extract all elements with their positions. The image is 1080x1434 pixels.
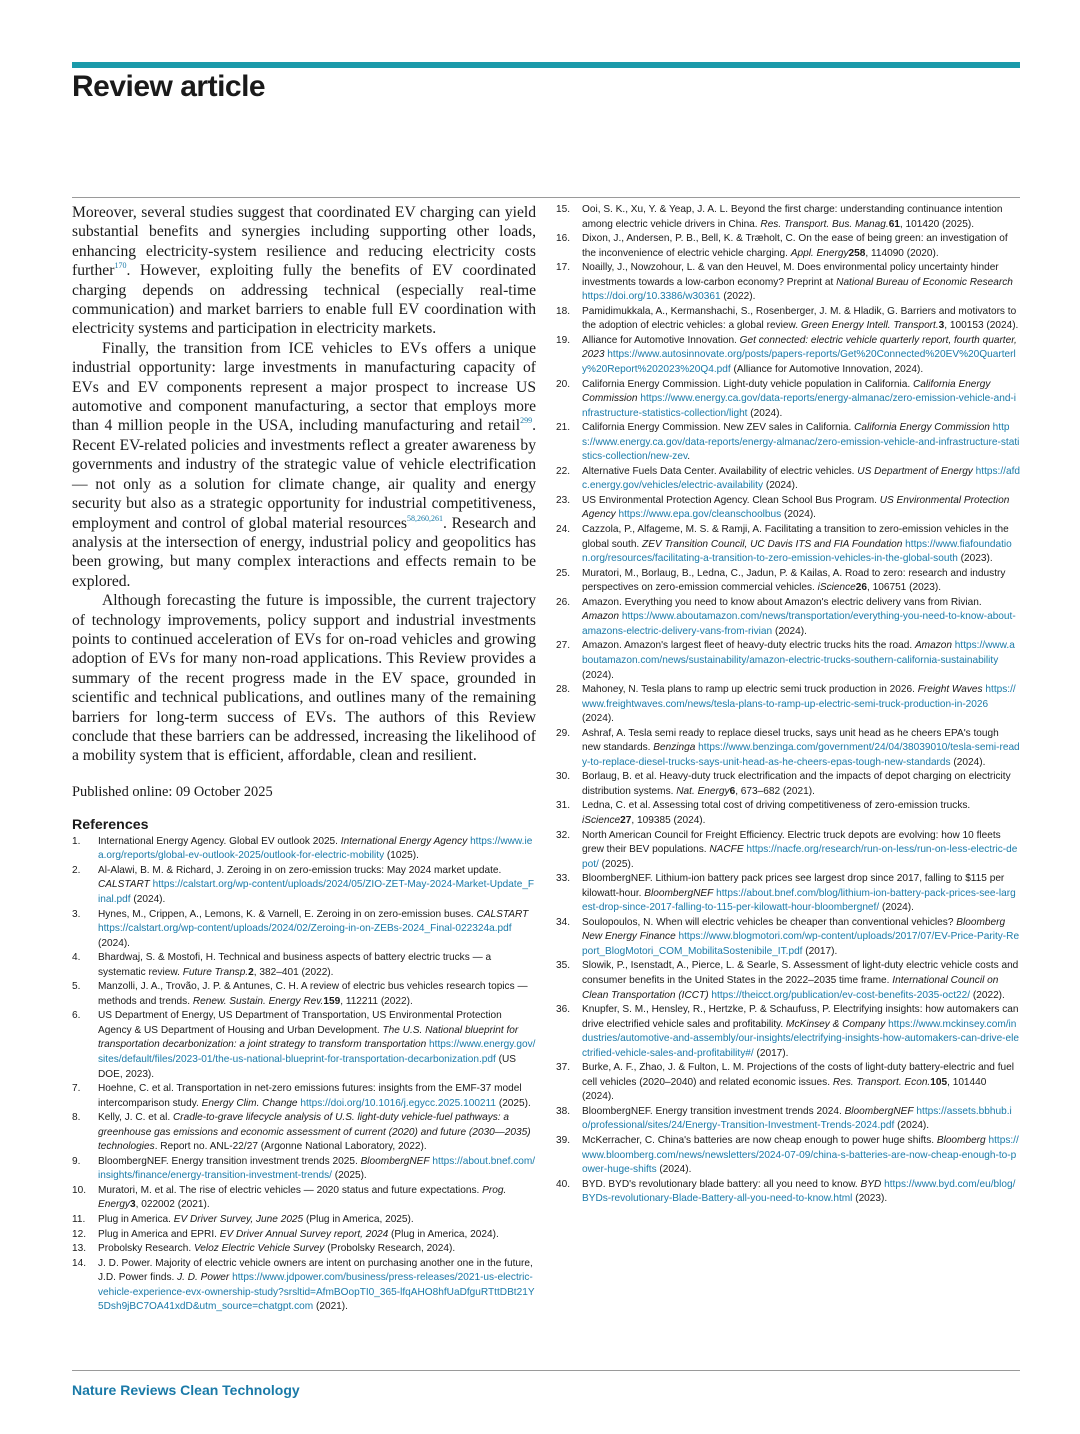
- reference-segment: , 101420 (2025).: [899, 218, 974, 230]
- reference-source: NACFE: [709, 844, 744, 856]
- reference-source: iScience: [817, 582, 856, 594]
- reference-item: [556, 494, 1020, 523]
- reference-source: EV Driver Survey, June 2025: [173, 1214, 304, 1225]
- reference-segment: US Environmental Protection Agency. Clean School Bus Program.: [582, 494, 880, 506]
- header-divider: [72, 197, 1020, 198]
- reference-segment: BloombergNEF. Energy transition investment trends 2024.: [582, 1105, 845, 1117]
- reference-url-link[interactable]: https://about.bnef.com/insights/finance/energy-transition-investment-trends/: [98, 1155, 536, 1182]
- reference-number: 29.: [556, 727, 571, 739]
- reference-segment: Soulopoulos, N. When will electric vehicles be cheaper than conventional vehicles?: [582, 916, 957, 928]
- reference-segment: BYD. BYD's revolutionary blade battery: all you need to know.: [582, 1178, 861, 1190]
- reference-item: [556, 829, 1020, 873]
- reference-segment: , 109385 (2024).: [631, 814, 706, 826]
- reference-item: [556, 596, 1020, 640]
- reference-item: [72, 1184, 536, 1213]
- reference-text: [582, 465, 1020, 494]
- reference-item: [556, 203, 1020, 232]
- reference-number: 38.: [556, 1105, 571, 1117]
- reference-number: 13.: [72, 1243, 87, 1255]
- page-header-title: Review article: [72, 70, 266, 103]
- reference-url-link[interactable]: https://calstart.org/wp-content/uploads/2024/02/Zeroing-in-on-ZEBs-2024_Final-022324a.pdf: [98, 923, 512, 935]
- reference-segment: Amazon. Everything you need to know about Amazon's electric delivery vans from Rivian.: [582, 596, 982, 608]
- reference-segment: , 022002 (2021).: [135, 1199, 210, 1211]
- reference-text: [582, 1105, 1020, 1134]
- reference-source: BloombergNEF: [644, 887, 714, 899]
- reference-text: [98, 1213, 536, 1228]
- reference-source: Appl. Energy: [790, 247, 849, 259]
- reference-number: 15.: [556, 204, 571, 215]
- reference-source: J. D. Power: [177, 1272, 230, 1284]
- reference-segment: International Energy Agency. Global EV outlook 2025.: [98, 835, 341, 847]
- reference-url-link[interactable]: https://www.fiafoundation.org/resources/facilitating-a-transition-to-zero-emission-vehicles-in-the-global-south: [582, 538, 1012, 565]
- reference-url-link[interactable]: https://www.energy.ca.gov/data-reports/energy-almanac/zero-emission-vehicle-and-infrastructure-statistics-collection/new-zev: [582, 422, 1020, 463]
- right-column: [556, 203, 1020, 1207]
- reference-item: [72, 864, 536, 908]
- reference-item: [556, 378, 1020, 422]
- reference-item: [556, 770, 1020, 799]
- reference-list-left: [72, 835, 536, 1315]
- reference-segment: (Plug in America, 2024).: [388, 1228, 499, 1240]
- reference-source: The U.S. National blueprint for transportation decarbonization: a joint strategy to transform transportation: [98, 1024, 519, 1051]
- citation-link[interactable]: 170: [114, 261, 127, 271]
- reference-segment: (Probolsky Research, 2024).: [324, 1243, 456, 1255]
- reference-url-link[interactable]: https://www.byd.com/eu/blog/BYDs-revolutionary-Blade-Battery-all-you-need-to-know.html: [582, 1178, 1016, 1205]
- reference-number: 33.: [556, 873, 571, 885]
- reference-source: Energy Clim. Change: [201, 1097, 298, 1109]
- reference-source: BloombergNEF: [844, 1105, 914, 1117]
- reference-url-link[interactable]: https://theicct.org/publication/ev-cost-benefits-2035-oct22/: [711, 989, 971, 1001]
- reference-text: [582, 567, 1020, 596]
- reference-text: [98, 1184, 536, 1213]
- reference-source: McKinsey & Company: [786, 1018, 886, 1030]
- reference-text: [582, 261, 1020, 305]
- reference-source: Future Transp.: [182, 966, 249, 978]
- reference-url-link[interactable]: https://www.iea.org/reports/global-ev-outlook-2025/outlook-for-electric-mobility: [98, 835, 533, 862]
- reference-source: Bloomberg New Energy Finance: [582, 916, 1006, 943]
- reference-segment: BloombergNEF. Lithium-ion battery pack prices see largest drop since 2017, falling to $115 per kilowatt-hour.: [582, 873, 1005, 899]
- reference-source: Prog. Energy: [98, 1184, 507, 1211]
- reference-segment: Alliance for Automotive Innovation.: [582, 334, 740, 346]
- reference-segment: Slowik, P., Isenstadt, A., Pierce, L. & Searle, S. Assessment of light-duty electric vehicle costs and consumer benefits in the United States in the 2022–2035 time frame.: [582, 960, 1019, 986]
- reference-text: [582, 959, 1020, 1003]
- reference-number: 28.: [556, 684, 571, 696]
- reference-text: [582, 872, 1020, 916]
- reference-volume: 105: [930, 1076, 948, 1088]
- reference-text: [582, 829, 1020, 873]
- reference-list-right: [556, 203, 1020, 1207]
- reference-text: [582, 421, 1020, 465]
- reference-item: [556, 916, 1020, 960]
- reference-source: Get connected: electric vehicle quarterly report, fourth quarter, 2023: [582, 334, 1017, 361]
- reference-segment: (2025).: [496, 1097, 531, 1109]
- reference-segment: Hoehne, C. et al. Transportation in net-zero emissions futures: insights from the EMF-37 model intercomparison study.: [98, 1083, 522, 1109]
- reference-source: Bloomberg: [936, 1135, 986, 1146]
- reference-item: [556, 261, 1020, 305]
- reference-number: 23.: [556, 494, 571, 506]
- reference-volume: 159: [323, 995, 341, 1007]
- reference-text: [582, 916, 1020, 960]
- reference-number: 10.: [72, 1184, 87, 1196]
- reference-source: Amazon: [582, 611, 620, 623]
- reference-item: [556, 959, 1020, 1003]
- reference-item: [556, 523, 1020, 567]
- reference-item: [556, 1061, 1020, 1105]
- reference-item: [556, 727, 1020, 771]
- reference-item: [72, 1228, 536, 1243]
- reference-text: [98, 1228, 536, 1243]
- published-date: Published online: 09 October 2025: [72, 783, 273, 800]
- reference-segment: Hynes, M., Crippen, A., Lemons, K. & Varnell, E. Zeroing in on zero-emission buses.: [98, 908, 477, 920]
- header-accent-bar: [72, 62, 1020, 68]
- reference-segment: Plug in America and EPRI.: [98, 1228, 220, 1240]
- reference-item: [72, 835, 536, 864]
- reference-text: [582, 1061, 1020, 1105]
- reference-segment: (2021).: [313, 1301, 348, 1313]
- reference-volume: 258: [848, 247, 866, 259]
- reference-segment: Noailly, J., Nowzohour, L. & van den Heuvel, M. Does environmental policy uncertainty hinder investments towards a low-carbon economy? Preprint at: [582, 262, 999, 288]
- reference-url-link[interactable]: https://www.mckinsey.com/industries/automotive-and-assembly/our-insights/electrifying-insights-how-automakers-can-drive-electrified-vehicle-sales-and-profitability#/: [582, 1018, 1020, 1059]
- reference-text: [582, 727, 1020, 771]
- reference-segment: Borlaug, B. et al. Heavy-duty truck electrification and the impacts of depot charging on electricity distribution systems.: [582, 771, 1011, 797]
- reference-text: [98, 1111, 536, 1155]
- reference-source: Freight Waves: [917, 684, 983, 696]
- reference-source: International Council on Clean Transportation (ICCT): [582, 974, 999, 1001]
- reference-segment: (2025).: [598, 858, 634, 870]
- reference-item: [72, 1009, 536, 1082]
- reference-source: CALSTART: [476, 908, 529, 920]
- reference-text: [98, 1009, 536, 1082]
- reference-text: [98, 1082, 536, 1111]
- reference-segment: , 101440 (2024).: [582, 1076, 987, 1103]
- reference-text: [582, 232, 1020, 261]
- reference-item: [72, 951, 536, 980]
- reference-segment: Muratori, M., Borlaug, B., Ledna, C., Jadun, P. & Kailas, A. Road to zero: research and industry perspectives on zero-emission commercial vehicles.: [582, 567, 1006, 594]
- reference-number: 40.: [556, 1178, 571, 1190]
- reference-number: 25.: [556, 567, 571, 579]
- reference-segment: Alternative Fuels Data Center. Availability of electric vehicles.: [582, 465, 858, 477]
- reference-segment: Al-Alawi, B. M. & Richard, J. Zeroing in on zero-emission trucks: May 2024 market update.: [98, 864, 502, 876]
- reference-segment: Burke, A. F., Zhao, J. & Fulton, L. M. Projections of the costs of light-duty battery-electric and fuel cell vehicles (2020–2040) and related economic issues.: [582, 1062, 1014, 1088]
- reference-source: US Department of Energy: [857, 465, 973, 477]
- reference-segment: Ledna, C. et al. Assessing total cost of driving competitiveness of zero-emission trucks.: [582, 800, 971, 812]
- reference-segment: Probolsky Research.: [98, 1243, 194, 1255]
- reference-item: [556, 305, 1020, 334]
- reference-item: [72, 980, 536, 1009]
- reference-text: [582, 639, 1020, 683]
- citation-link[interactable]: 58,260,261: [406, 513, 443, 523]
- reference-number: 31.: [556, 800, 571, 812]
- reference-item: [72, 1111, 536, 1155]
- reference-segment: (2017).: [802, 945, 838, 957]
- reference-item: [556, 1134, 1020, 1178]
- reference-url-link[interactable]: https://www.aboutamazon.com/news/transportation/everything-you-need-to-know-about-amazons-electric-delivery-vans-from-rivian: [582, 611, 1016, 637]
- reference-segment: Plug in America.: [98, 1214, 174, 1225]
- reference-number: 3.: [72, 908, 81, 920]
- reference-source: BYD: [860, 1178, 882, 1190]
- reference-item: [72, 1257, 536, 1315]
- reference-text: [98, 951, 536, 980]
- reference-text: [582, 683, 1020, 727]
- reference-volume: 26: [855, 582, 867, 594]
- reference-url-link[interactable]: https://doi.org/10.3386/w30361: [582, 291, 721, 303]
- reference-source: Res. Transport. Bus. Manag.: [760, 218, 889, 230]
- reference-segment: (2025).: [331, 1170, 367, 1182]
- reference-item: [556, 334, 1020, 378]
- reference-segment: California Energy Commission. New ZEV sales in California.: [582, 422, 855, 434]
- reference-item: [556, 1178, 1020, 1207]
- reference-url-link[interactable]: https://www.bloomberg.com/news/newsletters/2024-07-09/china-s-batteries-are-now-cheap-enough-to-power-huge-shifts: [582, 1135, 1019, 1176]
- reference-item: [72, 1082, 536, 1111]
- reference-volume: 27: [620, 814, 632, 826]
- reference-number: 22.: [556, 465, 571, 477]
- reference-segment: .: [687, 451, 691, 463]
- reference-segment: Ooi, S. K., Xu, Y. & Yeap, J. A. L. Beyond the first charge: understanding continuance intention among electric vehicle drivers in China.: [582, 204, 1003, 230]
- reference-item: [556, 567, 1020, 596]
- reference-segment: Manzolli, J. A., Trovão, J. P. & Antunes, C. H. A review of electric bus vehicles research topics — methods and trends.: [98, 981, 528, 1007]
- paragraph-1: Moreover, several studies suggest that coordinated EV charging can yield substantial benefits and synergies including supporting other loads, enhancing electricity-system resilience and reducing electricity costs further$^{170}$. However, exploiting fully the benefits of EV coordinated charging depends on addressing technical (especially real-time communication) and market barriers to enable full EV coordination with electricity systems and participation in electricity markets.: [72, 204, 536, 338]
- reference-text: [582, 494, 1020, 523]
- reference-source: National Bureau of Economic Research: [836, 276, 1013, 288]
- reference-segment: (1025).: [384, 850, 419, 862]
- left-column: [72, 203, 536, 1315]
- reference-source: International Energy Agency: [340, 835, 468, 847]
- reference-number: 2.: [72, 864, 81, 876]
- reference-text: [98, 864, 536, 908]
- reference-segment: (2022).: [970, 989, 1005, 1001]
- reference-segment: (2023).: [852, 1193, 888, 1205]
- reference-source: Cradle-to-grave lifecycle analysis of U.S. light-duty vehicle-fuel pathways: a greenhouse gas emissions and economic assessment of current (2020) and future (2030—2035) technologies: [98, 1112, 531, 1153]
- reference-segment: (2023).: [957, 553, 993, 565]
- reference-source: Amazon: [914, 640, 952, 652]
- reference-segment: . Report no. ANL-22/27 (Argonne National Laboratory, 2022).: [154, 1141, 427, 1153]
- journal-name: Nature Reviews Clean Technology: [72, 1382, 300, 1398]
- reference-item: [556, 232, 1020, 261]
- reference-segment: J. D. Power. Majority of electric vehicle owners are intent on purchasing another one in the future, J.D. Power finds.: [98, 1257, 533, 1284]
- reference-url-link[interactable]: https://www.freightwaves.com/news/tesla-plans-to-ramp-up-electric-semi-truck-production-in-2026: [582, 684, 1016, 710]
- reference-text: [582, 378, 1020, 422]
- reference-segment: Cazzola, P., Alfageme, M. S. & Ramji, A. Facilitating a transition to zero-emission vehicles in the global south.: [582, 524, 1009, 550]
- reference-number: 4.: [72, 952, 81, 964]
- reference-segment: (2024).: [98, 937, 130, 949]
- reference-source: US Environmental Protection Agency: [582, 494, 1010, 521]
- reference-text: [582, 1178, 1020, 1207]
- reference-text: [582, 203, 1020, 232]
- reference-segment: (2024).: [772, 625, 807, 637]
- reference-text: [98, 1257, 536, 1315]
- reference-volume: 61: [888, 218, 900, 230]
- reference-item: [72, 1155, 536, 1184]
- reference-text: [582, 799, 1020, 828]
- reference-number: 5.: [72, 981, 81, 993]
- reference-source: Veloz Electric Vehicle Survey: [193, 1243, 325, 1255]
- reference-source: EV Driver Annual Survey report, 2024: [219, 1228, 389, 1240]
- reference-number: 17.: [556, 262, 571, 274]
- reference-volume: 2: [248, 966, 254, 978]
- reference-text: [582, 1134, 1020, 1178]
- reference-source: Renew. Sustain. Energy Rev.: [192, 995, 324, 1007]
- reference-url-link[interactable]: https://www.benzinga.com/government/24/04/38039010/tesla-semi-ready-to-replace-diesel-trucks-says-unit-head-as-he-cheers-epas-tough-new-standards: [582, 742, 1020, 768]
- reference-number: 21.: [556, 422, 571, 434]
- reference-volume: 6: [729, 785, 736, 797]
- reference-number: 27.: [556, 640, 571, 652]
- reference-item: [556, 683, 1020, 727]
- reference-number: 24.: [556, 524, 571, 536]
- reference-item: [556, 1003, 1020, 1061]
- reference-number: 11.: [72, 1214, 86, 1225]
- reference-item: [556, 639, 1020, 683]
- reference-segment: , 106751 (2023).: [867, 582, 942, 594]
- reference-number: 32.: [556, 829, 571, 841]
- reference-segment: (Alliance for Automotive Innovation, 2024).: [730, 364, 924, 376]
- reference-number: 16.: [556, 233, 571, 245]
- reference-segment: Pamidimukkala, A., Kermanshachi, S., Rosenberger, J. M. & Hladik, G. Barriers and motivators to the adoption of electric vehicles: a global review.: [582, 305, 1017, 332]
- reference-item: [556, 799, 1020, 828]
- reference-segment: Bhardwaj, S. & Mostofi, H. Technical and business aspects of battery electric trucks — a systematic review.: [98, 952, 492, 978]
- reference-segment: (2024).: [582, 713, 614, 725]
- reference-url-link[interactable]: https://www.aboutamazon.com/news/sustainability/amazon-electric-trucks-southern-california-sustainability: [582, 640, 1015, 666]
- reference-number: 12.: [72, 1228, 87, 1240]
- reference-segment: (2022).: [720, 291, 756, 303]
- reference-text: [98, 980, 536, 1009]
- reference-segment: (2024).: [950, 756, 986, 768]
- reference-number: 8.: [72, 1112, 81, 1124]
- reference-volume: 3: [129, 1199, 136, 1211]
- reference-segment: , 112211 (2022).: [340, 995, 413, 1007]
- reference-url-link[interactable]: https://assets.bbhub.io/professional/sites/24/Energy-Transition-Investment-Trends-2024.pdf: [582, 1105, 1012, 1132]
- reference-segment: Muratori, M. et al. The rise of electric vehicles — 2020 status and future expectations.: [98, 1184, 483, 1196]
- reference-text: [98, 908, 536, 952]
- reference-source: ZEV Transition Council, UC Davis ITS and FIA Foundation: [642, 538, 903, 550]
- reference-number: 34.: [556, 916, 571, 928]
- reference-volume: 3: [938, 320, 945, 332]
- reference-segment: US Department of Energy, US Department of Transportation, US Environmental Protection Agency & US Department of Housing and Urban Development.: [98, 1010, 502, 1036]
- reference-source: BloombergNEF: [360, 1155, 430, 1167]
- citation-link[interactable]: 299: [520, 416, 533, 426]
- reference-number: 26.: [556, 596, 571, 608]
- reference-url-link[interactable]: https://www.blogmotori.com/wp-content/uploads/2017/07/EV-Price-Parity-Report_BlogMotori_COM_MobilitaSostenibile_IT.pdf: [582, 931, 1020, 957]
- reference-source: California Energy Commission: [854, 422, 990, 434]
- reference-item: [72, 1213, 536, 1228]
- references-heading: References: [72, 816, 149, 833]
- reference-text: [98, 835, 536, 864]
- reference-segment: Dixon, J., Andersen, P. B., Bell, K. & Træholt, C. On the ease of being green: an investigation of the inconvenience of electric vehicle charging.: [582, 233, 1008, 259]
- reference-text: [582, 770, 1020, 799]
- reference-number: 14.: [72, 1257, 87, 1269]
- reference-url-link[interactable]: https://www.epa.gov/cleanschoolbus: [618, 509, 782, 521]
- reference-text: [98, 1242, 536, 1257]
- reference-segment: Mahoney, N. Tesla plans to ramp up electric semi truck production in 2026.: [582, 684, 918, 696]
- reference-source: Benzinga: [653, 742, 696, 754]
- reference-segment: (2024).: [130, 893, 166, 905]
- reference-segment: California Energy Commission. Light-duty vehicle population in California.: [582, 378, 914, 390]
- reference-segment: , 673–682 (2021).: [735, 785, 815, 797]
- reference-number: 18.: [556, 305, 571, 317]
- reference-url-link[interactable]: https://afdc.energy.gov/vehicles/electric-availability: [582, 465, 1020, 492]
- reference-text: [582, 596, 1020, 640]
- article-body: [72, 203, 536, 766]
- reference-segment: (2024).: [582, 669, 614, 681]
- footer-divider: [72, 1370, 1020, 1371]
- reference-text: [582, 523, 1020, 567]
- reference-segment: (2024).: [747, 407, 783, 419]
- reference-text: [582, 334, 1020, 378]
- reference-segment: Amazon. Amazon's largest fleet of heavy-duty electric trucks hits the road.: [582, 640, 915, 652]
- reference-source: California Energy Commission: [582, 378, 991, 405]
- reference-url-link[interactable]: https://www.autosinnovate.org/posts/papers-reports/Get%20Connected%20EV%20Quarterly%20Report%202023%20Q4.pdf: [582, 349, 1016, 376]
- reference-item: [556, 872, 1020, 916]
- reference-number: 36.: [556, 1004, 571, 1016]
- reference-segment: Ashraf, A. Tesla semi ready to replace diesel trucks, says unit head as he cheers EPA's tough new standards.: [582, 727, 999, 754]
- reference-number: 39.: [556, 1135, 571, 1146]
- reference-url-link[interactable]: https://nacfe.org/research/run-on-less/run-on-less-electric-depot/: [582, 844, 1018, 870]
- reference-segment: (2024).: [879, 902, 914, 914]
- reference-url-link[interactable]: https://calstart.org/wp-content/uploads/2024/05/ZIO-ZET-May-2024-Market-Update_Final.pdf: [98, 879, 535, 905]
- reference-item: [556, 1105, 1020, 1134]
- reference-segment: Knupfer, S. M., Hensley, R., Hertzke, P. & Schaufuss, P. Electrifying insights: how automakers can drive electrified vehicle sales and profitability.: [582, 1004, 1019, 1030]
- reference-segment: Kelly, J. C. et al.: [98, 1112, 173, 1124]
- reference-item: [556, 465, 1020, 494]
- reference-segment: (2017).: [753, 1047, 789, 1059]
- reference-segment: (2024).: [763, 480, 798, 492]
- reference-segment: , 114090 (2020).: [865, 247, 939, 259]
- reference-segment: BloombergNEF. Energy transition investment trends 2025.: [98, 1155, 361, 1167]
- reference-number: 37.: [556, 1062, 571, 1074]
- reference-url-link[interactable]: https://about.bnef.com/blog/lithium-ion-battery-pack-prices-see-largest-drop-since-2017-falling-to-115-per-kilowatt-hour-bloombergnef/: [582, 887, 1016, 914]
- reference-number: 1.: [72, 835, 81, 847]
- reference-item: [72, 908, 536, 952]
- reference-segment: , 382–401 (2022).: [253, 966, 334, 978]
- reference-number: 30.: [556, 771, 571, 783]
- reference-source: iScience: [582, 814, 621, 826]
- reference-text: [582, 305, 1020, 334]
- reference-url-link[interactable]: https://www.energy.ca.gov/data-reports/energy-almanac/zero-emission-vehicle-and-infrastructure-statistics-collection/light: [582, 393, 1017, 419]
- reference-url-link[interactable]: https://www.energy.gov/sites/default/files/2023-01/the-us-national-blueprint-for-transportation-decarbonization.pdf: [98, 1039, 536, 1065]
- paragraph-2: Finally, the transition from ICE vehicles to EVs offers a unique industrial opportunity: large investments in manufacturing capacity of EVs and EV components represent a major prospect to increase US automotive and component manufacturing, a sector that employs more than 4 million people in the USA, including manufacturing and retail$^{299}$. Recent EV-related policies and investments reflect a greater awareness by governments and industry of the strategic value of vehicle electrification — not only as a solution for climate change, air quality and energy security but also as a strategic opportunity for industrial competitiveness, employment and control of global material resources$^{58,260,261}$. Research and analysis at the intersection of energy, industrial policy and geopolitics has been growing, but many complex interactions and effects remain to be explored.: [72, 339, 536, 590]
- reference-text: [582, 1003, 1020, 1061]
- reference-number: 19.: [556, 334, 571, 346]
- reference-item: [72, 1242, 536, 1257]
- reference-number: 35.: [556, 960, 571, 972]
- reference-segment: (2024).: [894, 1120, 930, 1132]
- reference-number: 6.: [72, 1010, 81, 1022]
- reference-source: Green Energy Intell. Transport.: [800, 320, 939, 332]
- reference-item: [556, 421, 1020, 465]
- paragraph-3: Although forecasting the future is impossible, the current trajectory of technology improvements, policy support and industrial investments points to continued acceleration of EVs for on-road vehicles and growing adoption of EVs for many non-road applications. This Review provides a summary of the recent progress made in the EV space, grounded in scientific and technical publications, and outlines many of the remaining barriers for long-term success of EVs. The authors of this Review conclude that these barriers can be addressed, increasing the likelihood of a mobility system that is efficient, affordable, clean and resilient.: [72, 592, 536, 765]
- reference-number: 20.: [556, 378, 571, 390]
- reference-segment: , 100153 (2024).: [944, 320, 1019, 332]
- reference-segment: (US DOE, 2023).: [98, 1053, 516, 1080]
- reference-source: Nat. Energy: [676, 785, 730, 797]
- reference-segment: McKerracher, C. China's batteries are now cheap enough to power huge shifts.: [582, 1135, 937, 1146]
- reference-source: Res. Transport. Econ.: [832, 1076, 931, 1088]
- reference-segment: (2024).: [656, 1164, 692, 1176]
- reference-text: [98, 1155, 536, 1184]
- reference-segment: (2024).: [781, 509, 816, 521]
- reference-url-link[interactable]: https://doi.org/10.1016/j.egycc.2025.100211: [300, 1097, 497, 1109]
- reference-number: 7.: [72, 1083, 81, 1095]
- reference-url-link[interactable]: https://www.jdpower.com/business/press-releases/2021-us-electric-vehicle-experience-evx-ownership-study?srsltid=AfmBOopTI0_365-lfqAHO8hfUaDfguRTttDBt21Y5Dsh9jBC7OA41xdD&utm_source=chatgpt.com: [98, 1272, 535, 1313]
- reference-source: CALSTART: [98, 879, 150, 891]
- reference-segment: North American Council for Freight Efficiency. Electric truck depots are evolving: how 10 fleets grew their BEV populations.: [582, 829, 1001, 856]
- reference-segment: (Plug in America, 2025).: [303, 1214, 414, 1225]
- reference-number: 9.: [72, 1155, 81, 1167]
